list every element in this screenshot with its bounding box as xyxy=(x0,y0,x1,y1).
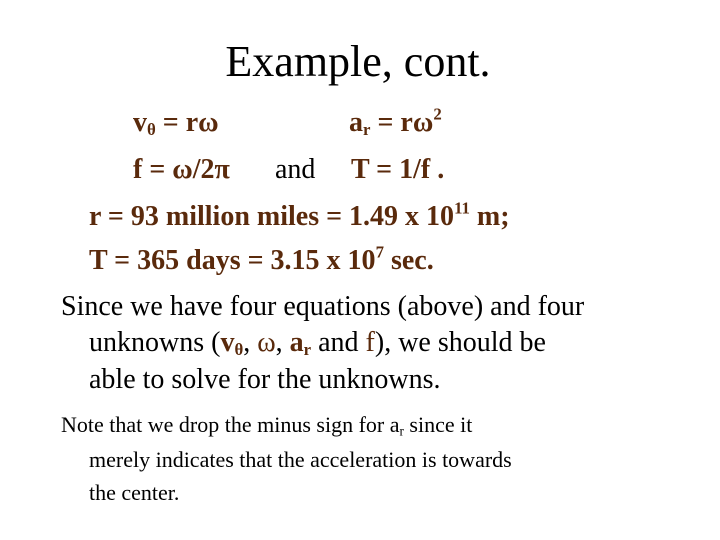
separator: , xyxy=(243,327,258,358)
note-line-1 xyxy=(61,410,472,439)
velocity-unknown-subscript: θ xyxy=(234,340,244,360)
velocity-unknown-symbol: v xyxy=(220,327,235,358)
period-value xyxy=(89,242,434,277)
unknowns-label: unknowns ( xyxy=(89,327,221,358)
radius-unit: m; xyxy=(469,201,510,232)
and-word: and xyxy=(311,327,366,358)
r-subscript: r xyxy=(363,120,371,140)
separator: , xyxy=(275,327,290,358)
squared-exponent: 2 xyxy=(433,104,442,124)
period-equation: T = 1/f . xyxy=(351,154,445,185)
note-text-start: Note that we drop the minus sign for a xyxy=(61,412,400,437)
period-unit: sec. xyxy=(383,245,434,276)
acceleration-symbol: a xyxy=(349,107,363,138)
radius-text: r = 93 million miles = 1.49 x 10 xyxy=(89,201,455,232)
radial-acceleration-equation xyxy=(349,104,442,140)
slide-title: Example, cont. xyxy=(225,37,491,86)
and-word: and xyxy=(275,154,316,185)
paragraph-line-2 xyxy=(89,326,546,360)
note-text-end: since it xyxy=(403,412,473,437)
acceleration-unknown-subscript: r xyxy=(303,340,312,360)
paragraph-line-1: Since we have four equations (above) and four xyxy=(61,291,585,322)
paragraph-line-2-end: ), we should be xyxy=(374,327,546,358)
note-line-3: the center. xyxy=(89,480,180,505)
theta-subscript: θ xyxy=(147,120,156,140)
paragraph-line-3: able to solve for the unknowns. xyxy=(89,364,441,395)
acceleration-unknown-symbol: a xyxy=(289,327,304,358)
note-subscript: r xyxy=(399,423,404,439)
frequency-unknown: f xyxy=(365,327,375,358)
velocity-symbol: v xyxy=(133,107,147,138)
omega-unknown: ω xyxy=(257,327,276,358)
velocity-rhs: = rω xyxy=(155,107,219,138)
note-line-2: merely indicates that the acceleration is towards xyxy=(89,447,512,472)
period-exponent: 7 xyxy=(375,242,384,262)
radius-value xyxy=(89,198,510,233)
acceleration-rhs: = rω xyxy=(370,107,434,138)
velocity-unknown xyxy=(220,327,243,358)
frequency-equation: f = ω/2π xyxy=(133,154,230,185)
radius-exponent: 11 xyxy=(454,198,470,218)
period-text: T = 365 days = 3.15 x 10 xyxy=(89,245,376,276)
velocity-equation xyxy=(133,107,219,139)
acceleration-unknown xyxy=(290,327,311,358)
